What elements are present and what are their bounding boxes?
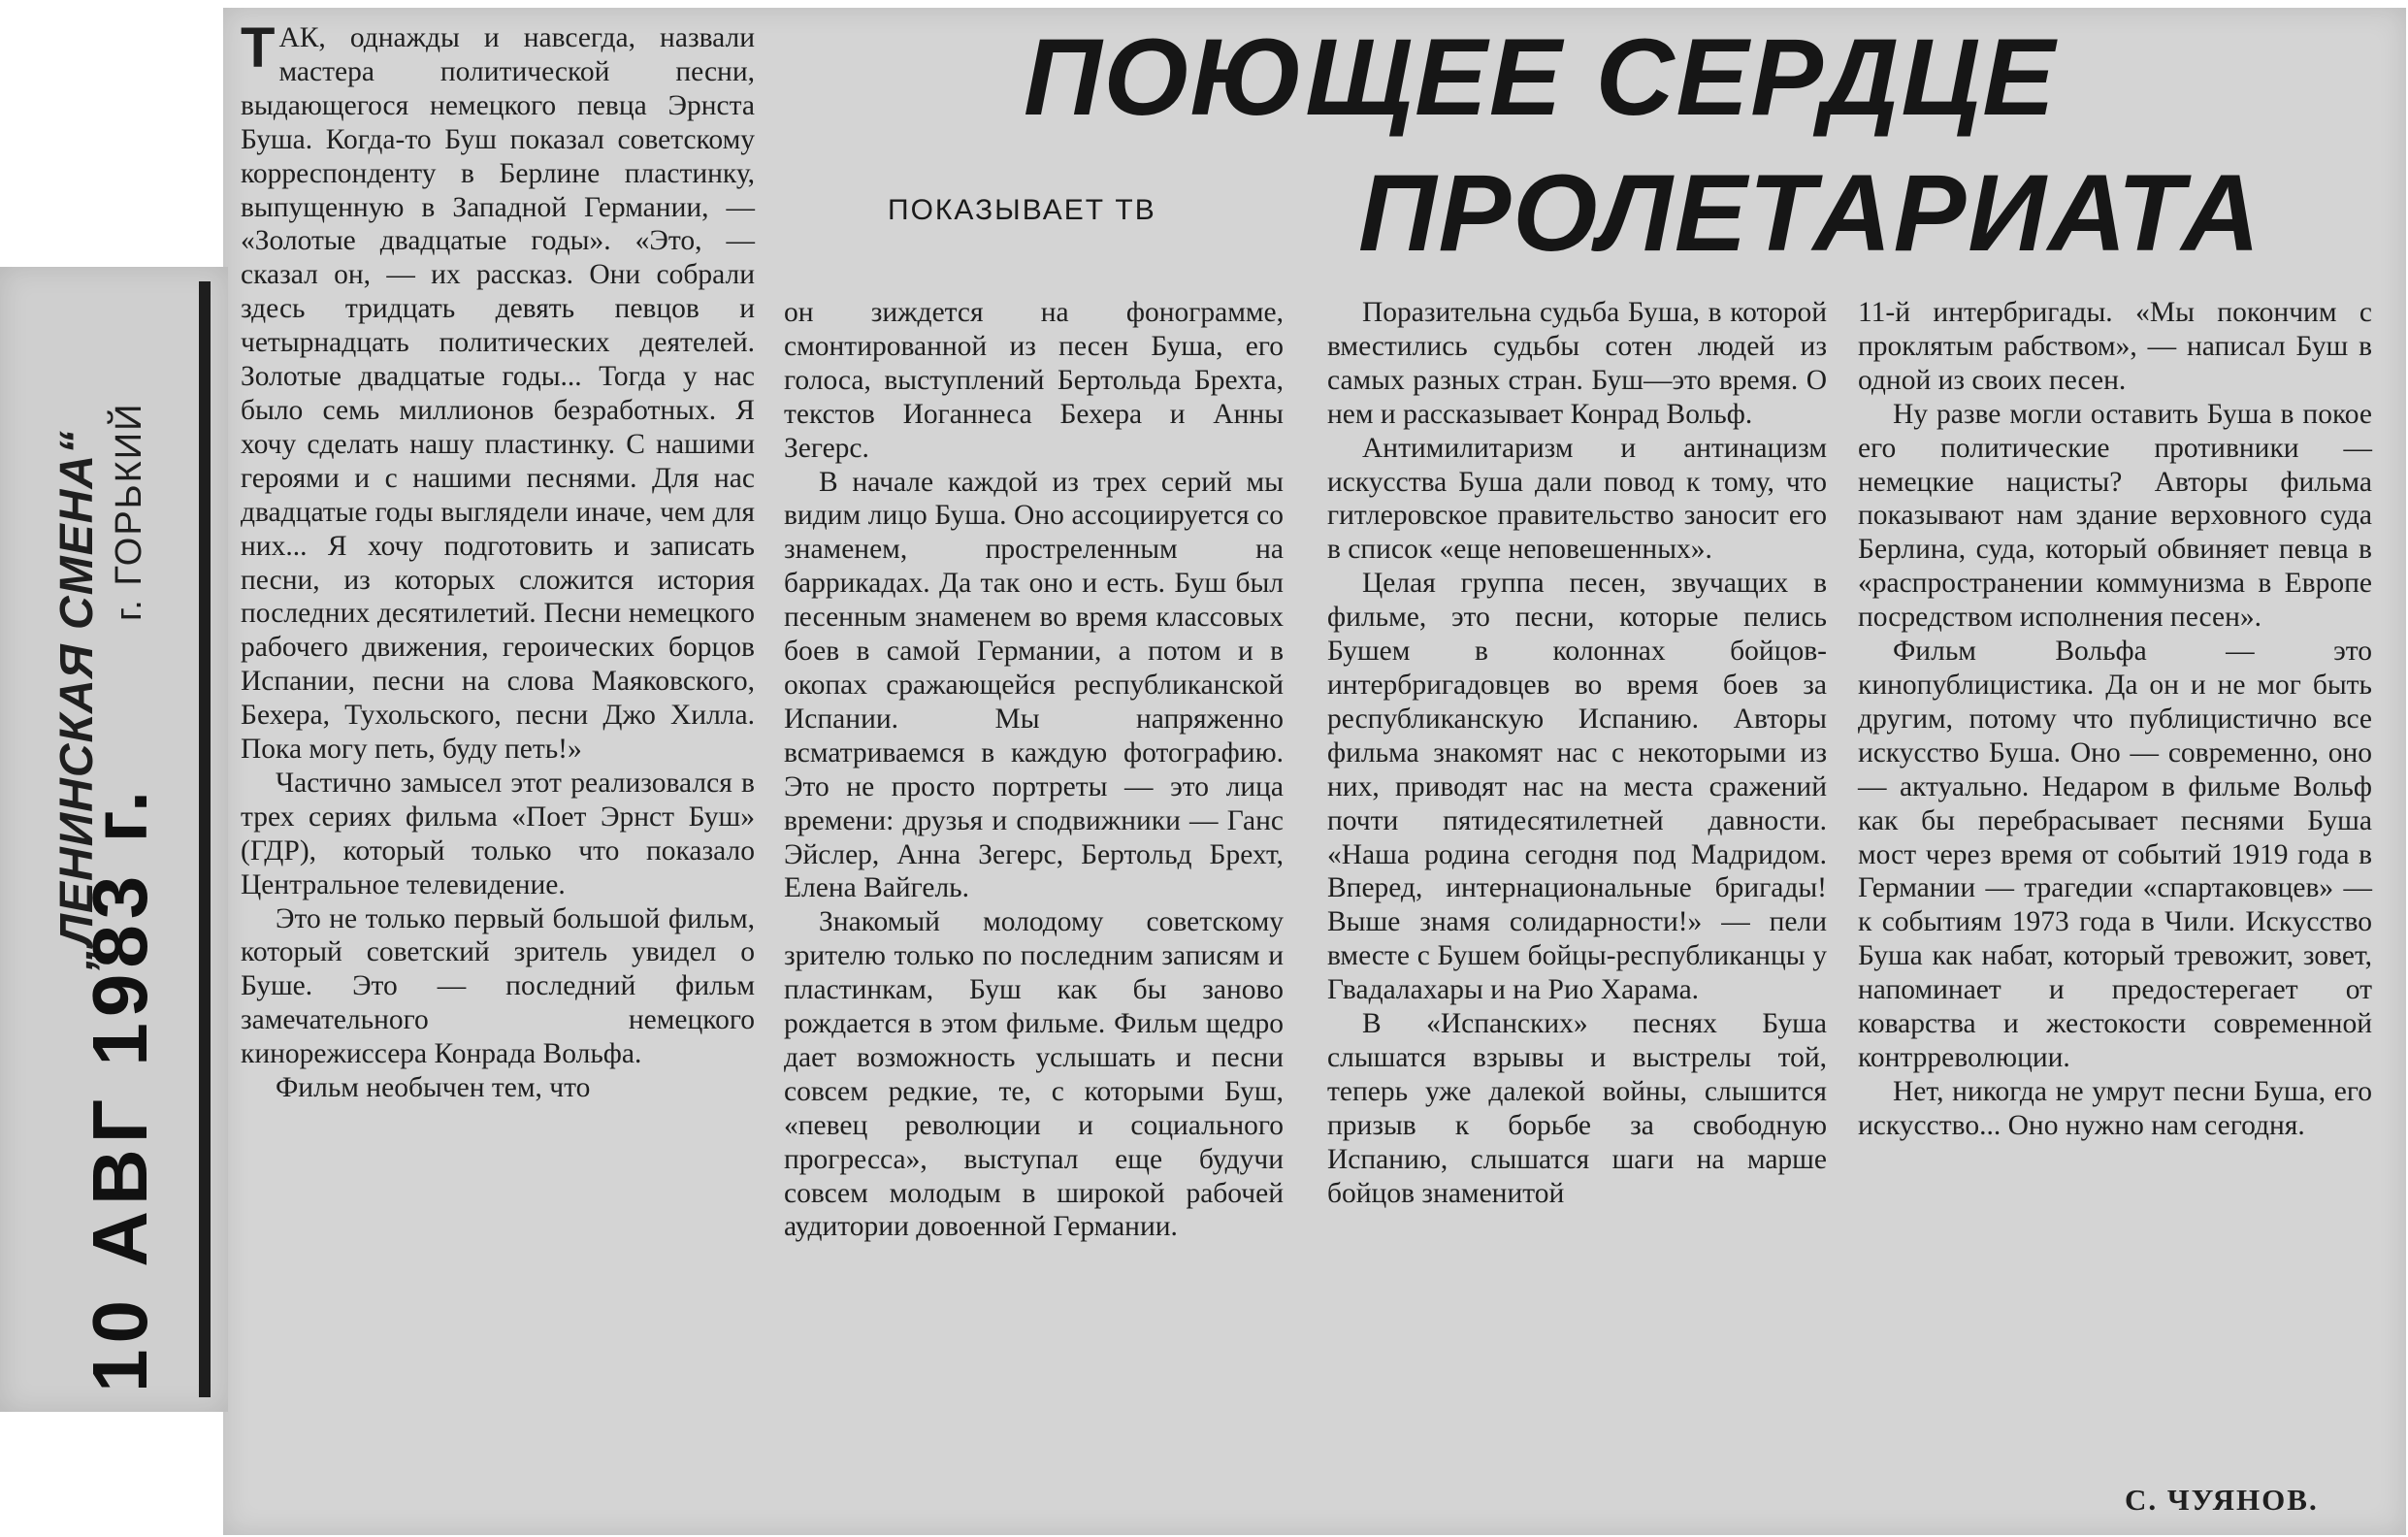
- paragraph: Нет, никогда не умрут песни Буша, его искусство... Оно нужно нам сегодня.: [1858, 1075, 2372, 1141]
- paragraph: Частично замысел этот реализовался в трех сериях фильма «Поет Эрнст Буш» (ГДР), который только что показало Центральное телевидение.: [241, 767, 755, 900]
- article-column-1: [241, 16, 755, 1105]
- author-signature: С. ЧУЯНОВ.: [2125, 1483, 2319, 1517]
- newspaper-city: г. ГОРЬКИЙ: [109, 402, 149, 621]
- newspaper-name: „ЛЕНИНСКАЯ СМЕНА“: [51, 430, 103, 970]
- headline-line-1: ПОЮЩЕЕ СЕРДЦЕ: [1024, 16, 2057, 138]
- paragraph: Фильм Вольфа — это кинопублицистика. Да он и не мог быть другим, потому что публицистично все искусство Буша. Оно — современно, оно — актуально. Недаром в фильме Вольф как бы перебрасывает песнями Буша мост через время от событий 1919 года в Германии — трагедии «спартаковцев» — к событиям 1973 года в Чили. Искусство Буша как набат, который тревожит, зовет, напоминает и предостерегает от коварства и жестокости современной контрреволюции.: [1858, 636, 2372, 1073]
- paragraph: Ну разве могли оставить Буша в покое его политические противники — немецкие нацисты? Авторы фильма показывают нам здание верховного суда Берлина, суда, который обвиняет певца в «распространении коммунизма в Европе посредством исполнения песен».: [1858, 398, 2372, 634]
- paragraph: Антимилитаризм и антинацизм искусства Буша дали повод к тому, что гитлеровское правительство заносит его в список «еще неповешенных».: [1327, 432, 1827, 566]
- article-column-4: [1858, 296, 2372, 1143]
- paragraph: [241, 16, 755, 767]
- paragraph: Знакомый молодому советскому зрителю только по последним записям и пластинкам, Буш как бы заново рождается в этом фильме. Фильм щедро дает возможность услышать и песни совсем редкие, те, с которыми Буш, «певец революции и социального прогресса», выступал еще будучи совсем молодым в широкой рабочей аудитории довоенной Германии.: [784, 906, 1284, 1243]
- date-stamp: 10 АВГ 1983 г.: [77, 784, 163, 1392]
- article-column-2: [784, 296, 1284, 1244]
- drop-cap: Т: [241, 16, 276, 80]
- article-column-3: [1327, 296, 1827, 1210]
- paragraph: Фильм необычен тем, что: [276, 1072, 591, 1104]
- paragraph: Целая группа песен, звучащих в фильме, это песни, которые пелись Бушем в колоннах бойцов-интербригадовцев во время боев за республиканскую Испанию. Авторы фильма знакомят нас с некоторыми из них, приводят нас на места сражений почти пятидесятилетней давности. «Наша родина сегодня под Мадридом. Вперед, интернациональные бригады! Выше знамя солидарности!» — пели вместе с Бушем бойцы-республиканцы у Гвадалахары и на Рио Харама.: [1327, 568, 1827, 1006]
- paragraph-text: АК, однажды и навсегда, назвали мастера политической песни, выдающегося немецкого певца Эрнста Буша. Когда-то Буш показал советскому корреспонденту в Берлине пластинку, выпущенную в Западной Германии, — «Золотые двадцатые годы». «Это, — сказал он, — их рассказ. Они собрали здесь тридцать девять певцов и четырнадцать политических деятелей. Золотые двадцатые годы... Тогда у нас было семь миллионов безработных. Я хочу сделать нашу пластинку. С нашими героями и с нашими песнями. Для нас двадцатые годы выглядели иначе, чем для них... Я хочу подготовить и записать песни, из которых сложится история последних десятилетий. Песни немецкого рабочего движения, героических борцов Испании, песни на слова Маяковского, Бехера, Тухольского, песни Джо Хилла. Пока могу петь, буду петь!»: [241, 22, 755, 766]
- headline-line-2: ПРОЛЕТАРИАТА: [1358, 152, 2262, 274]
- paragraph: 11-й интербригады. «Мы покончим с проклятым рабством», — написал Буш в одной из своих песен.: [1858, 297, 2372, 396]
- paragraph: В начале каждой из трех серий мы видим лицо Буша. Оно ассоциируется со знаменем, простреленным на баррикадах. Да так оно и есть. Буш был песенным знаменем во время классовых боев в самой Германии, а потом и в окопах сражающейся республиканской Испании. Мы напряженно всматриваемся в каждую фотографию. Это не просто портреты — это лица времени: друзья и сподвижники — Ганс Эйслер, Анна Зегерс, Бертольд Брехт, Елена Вайгель.: [784, 466, 1284, 904]
- paragraph: он зиждется на фонограмме, смонтированной из песен Буша, его голоса, выступлений Бертольда Брехта, текстов Иоганнеса Бехера и Анны Зегерс.: [784, 297, 1284, 464]
- paragraph: Это не только первый большой фильм, который советский зритель увидел о Буше. Это — последний фильм замечательного немецкого кинорежиссера Конрада Вольфа.: [241, 902, 755, 1070]
- strip-edge: [199, 281, 211, 1397]
- paragraph: Поразительна судьба Буша, в которой вместились судьбы сотен людей из самых разных стран. Буш—это время. О нем и рассказывает Конрад Вольф.: [1327, 297, 1827, 430]
- paragraph: В «Испанских» песнях Буша слышатся взрывы и выстрелы той, теперь уже далекой войны, слышится призыв к борьбе за свободную Испанию, слышатся шаги на марше бойцов знаменитой: [1327, 1008, 1827, 1209]
- rubric: ПОКАЗЫВАЕТ ТВ: [888, 194, 1156, 226]
